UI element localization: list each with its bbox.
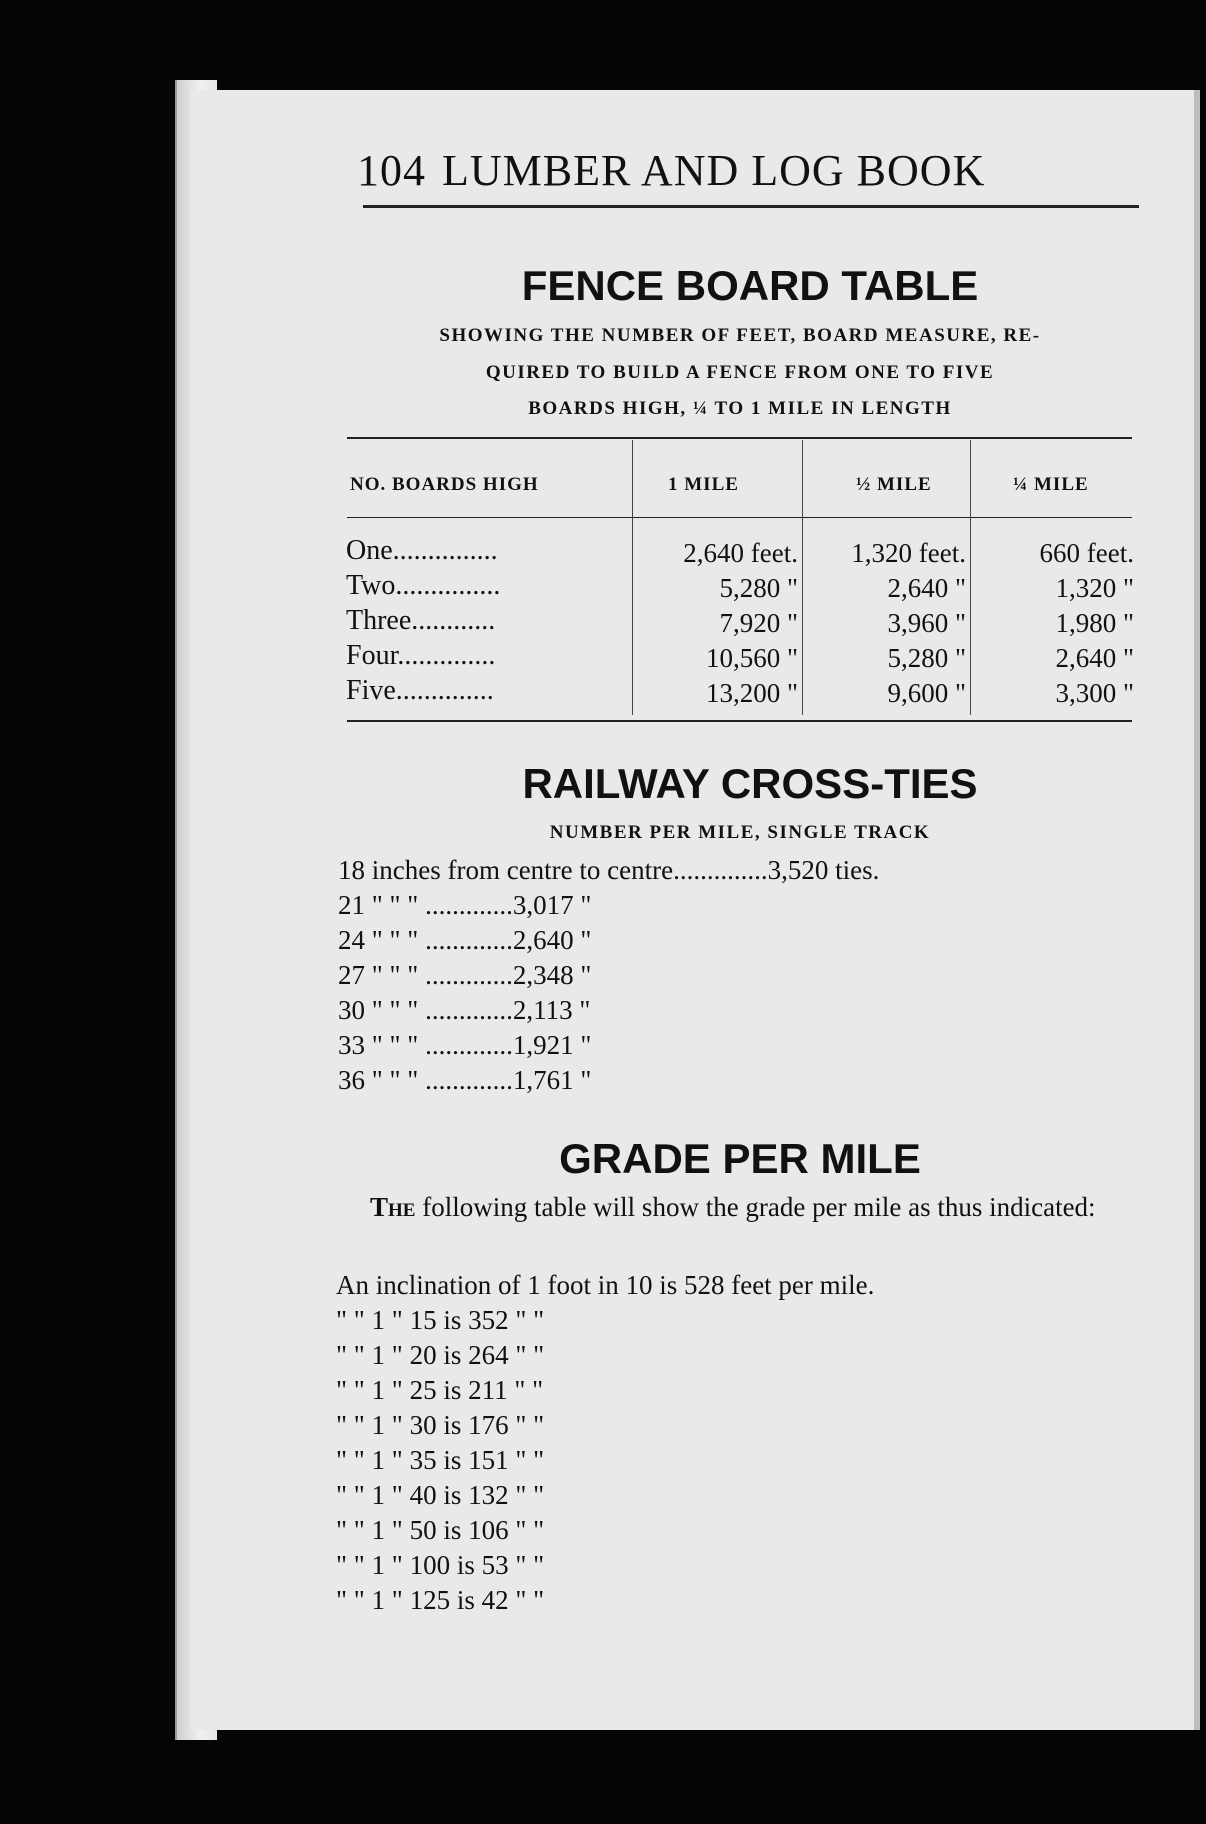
head-rule	[363, 205, 1139, 208]
row-label: Five..............	[346, 675, 494, 706]
ties-line: 36 " " " .............1,761 "	[338, 1065, 592, 1095]
cell-1-mile: 13,200 "	[705, 678, 798, 708]
railway-subtitle: NUMBER PER MILE, SINGLE TRACK	[549, 822, 931, 843]
grade-line: " " 1 " 40 is 132 " "	[336, 1480, 545, 1510]
grade-title: GRADE PER MILE	[559, 1135, 921, 1182]
ties-line: 30 " " " .............2,113 "	[338, 995, 591, 1025]
page-number: 104	[357, 146, 426, 195]
ties-line: 18 inches from centre to centre..............3,520 ties.	[338, 855, 880, 885]
ties-line: 21 " " " .............3,017 "	[338, 890, 592, 920]
fence-subtitle-3: BOARDS HIGH, ¼ TO 1 MILE IN LENGTH	[528, 398, 952, 419]
header-quarter-mile: ¼ MILE	[1013, 474, 1089, 495]
grade-intro-text: following table will show the grade per mile as thus indicated:	[415, 1192, 1096, 1222]
fence-subtitle-1: SHOWING THE NUMBER OF FEET, BOARD MEASURE, RE-	[439, 325, 1041, 346]
grade-line: An inclination of 1 foot in 10 is 528 feet per mile.	[336, 1270, 875, 1300]
grade-line: " " 1 " 20 is 264 " "	[336, 1340, 545, 1370]
fence-table-title: FENCE BOARD TABLE	[521, 262, 979, 309]
cell-half-mile: 1,320 feet.	[851, 538, 966, 568]
grade-line: " " 1 " 125 is 42 " "	[336, 1585, 545, 1615]
header-1-mile: 1 MILE	[668, 474, 739, 495]
header-half-mile: ½ MILE	[856, 474, 932, 495]
book-title: LUMBER AND LOG BOOK	[442, 146, 986, 195]
cell-1-mile: 10,560 "	[705, 643, 798, 673]
grade-line: " " 1 " 35 is 151 " "	[336, 1445, 545, 1475]
ties-line: 33 " " " .............1,921 "	[338, 1030, 592, 1060]
running-head	[357, 145, 1001, 196]
header-boards-high: NO. BOARDS HIGH	[350, 474, 539, 495]
cell-1-mile: 7,920 "	[719, 608, 798, 638]
grade-line: " " 1 " 15 is 352 " "	[336, 1305, 545, 1335]
cell-quarter-mile: 660 feet.	[1039, 538, 1134, 568]
grade-line: " " 1 " 25 is 211 " "	[336, 1375, 544, 1405]
ties-line: 24 " " " .............2,640 "	[338, 925, 592, 955]
cell-quarter-mile: 3,300 "	[1055, 678, 1134, 708]
grade-intro-lead: The	[370, 1192, 416, 1222]
column-divider	[970, 440, 971, 715]
cell-quarter-mile: 2,640 "	[1055, 643, 1134, 673]
ties-line: 27 " " " .............2,348 "	[338, 960, 592, 990]
row-label: One...............	[346, 535, 498, 566]
table-bottom-rule	[347, 720, 1132, 722]
cell-half-mile: 3,960 "	[887, 608, 966, 638]
column-divider	[802, 440, 803, 715]
fence-subtitle-2: QUIRED TO BUILD A FENCE FROM ONE TO FIVE	[485, 362, 995, 383]
header-rule	[347, 517, 1132, 518]
grade-intro	[338, 1190, 1128, 1225]
column-divider	[632, 440, 633, 715]
cell-half-mile: 5,280 "	[887, 643, 966, 673]
cell-1-mile: 2,640 feet.	[683, 538, 798, 568]
grade-line: " " 1 " 50 is 106 " "	[336, 1515, 545, 1545]
row-label: Two...............	[346, 570, 501, 601]
row-label: Four..............	[346, 640, 496, 671]
row-label: Three............	[346, 605, 496, 636]
page-edge	[1194, 90, 1200, 1730]
grade-line: " " 1 " 100 is 53 " "	[336, 1550, 545, 1580]
table-top-rule	[347, 437, 1132, 439]
cell-1-mile: 5,280 "	[719, 573, 798, 603]
cell-half-mile: 2,640 "	[887, 573, 966, 603]
grade-line: " " 1 " 30 is 176 " "	[336, 1410, 545, 1440]
cell-quarter-mile: 1,980 "	[1055, 608, 1134, 638]
cell-half-mile: 9,600 "	[887, 678, 966, 708]
cell-quarter-mile: 1,320 "	[1055, 573, 1134, 603]
railway-title: RAILWAY CROSS-TIES	[522, 760, 978, 807]
